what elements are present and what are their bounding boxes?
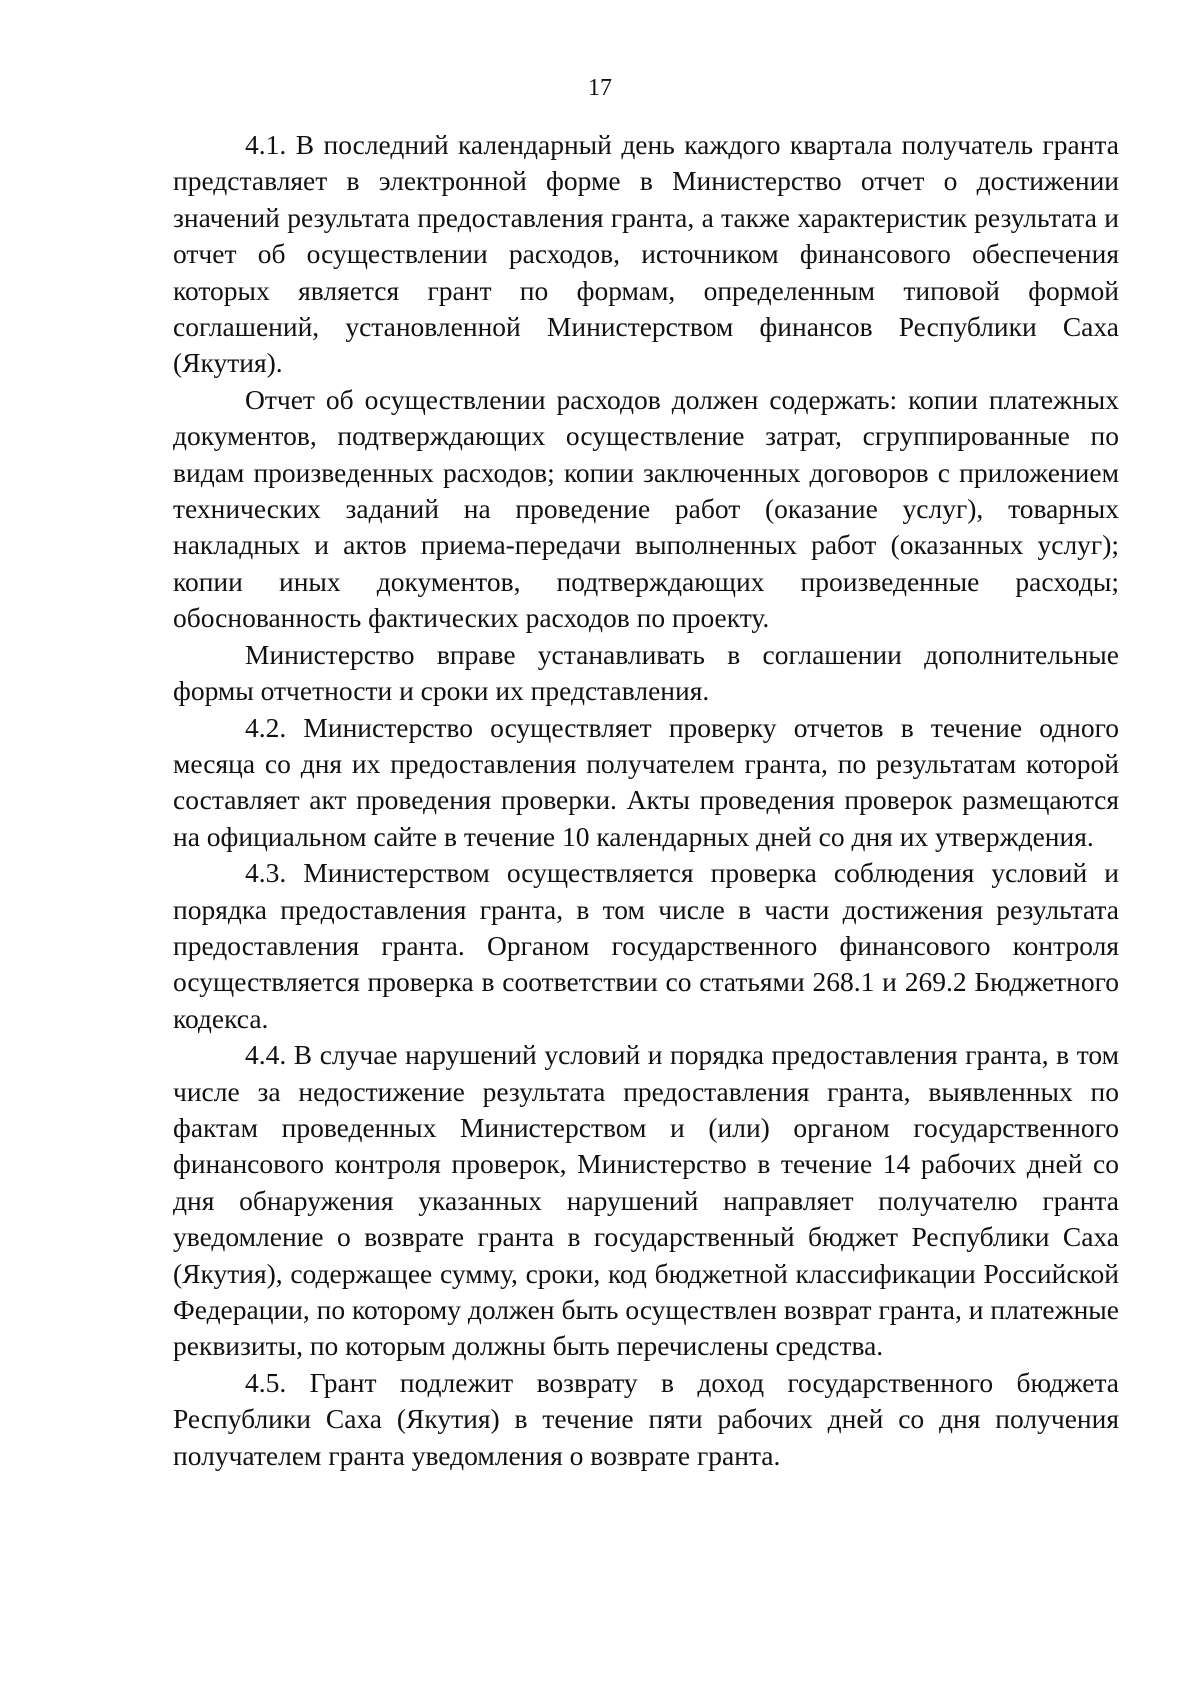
document-body xyxy=(173,127,1119,1474)
paragraph-4-3: 4.3. Министерством осуществляется проверка соблюдения условий и порядка предоставления гранта, в том числе в части достижения результата предоставления гранта. Органом государственного финансового контроля осуществляется проверка в соответствии со статьями 268.1 и 269.2 Бюджетного кодекса. xyxy=(173,857,1119,1034)
paragraph-4-4: 4.4. В случае нарушений условий и порядка предоставления гранта, в том числе за недостижение результата предоставления гранта, выявленных по фактам проведенных Министерством и (или) органом государственного финансового контроля проверок, Министерство в течение 14 рабочих дней со дня обнаружения указанных нарушений направляет получателю гранта уведомление о возврате гранта в государственный бюджет Республики Саха (Якутия), содержащее сумму, сроки, код бюджетной классификации Российской Федерации, по которому должен быть осуществлен возврат гранта, и платежные реквизиты, по которым должны быть перечислены средства. xyxy=(173,1039,1119,1362)
paragraph-4-2: 4.2. Министерство осуществляет проверку отчетов в течение одного месяца со дня их предоставления получателем гранта, по результатам которой составляет акт проведения проверки. Акты проведения проверок размещаются на официальном сайте в течение 10 календарных дней со дня их утверждения. xyxy=(173,711,1119,852)
page-number: 17 xyxy=(588,75,612,101)
paragraph-expense-report: Отчет об осуществлении расходов должен содержать: копии платежных документов, подтверждающих осуществление затрат, сгруппированные по видам произведенных расходов; копии заключенных договоров с приложением технических заданий на проведение работ (оказание услуг), товарных накладных и актов приема-передачи выполненных работ (оказанных услуг); копии иных документов, подтверждающих произведенные расходы; обоснованность фактических расходов по проекту. xyxy=(173,383,1119,634)
paragraph-additional-forms: Министерство вправе устанавливать в соглашении дополнительные формы отчетности и сроки их представления. xyxy=(173,638,1119,707)
paragraph-4-1: 4.1. В последний календарный день каждого квартала получатель гранта представляет в электронной форме в Министерство отчет о достижении значений результата предоставления гранта, а также характеристик результата и отчет об осуществлении расходов, источником финансового обеспечения которых является грант по формам, определенным типовой формой соглашений, установленной Министерством финансов Республики Саха (Якутия). xyxy=(173,129,1119,379)
paragraph-4-5: 4.5. Грант подлежит возврату в доход государственного бюджета Республики Саха (Якутия) в течение пяти рабочих дней со дня получения получателем гранта уведомления о возврате гранта. xyxy=(173,1366,1119,1471)
